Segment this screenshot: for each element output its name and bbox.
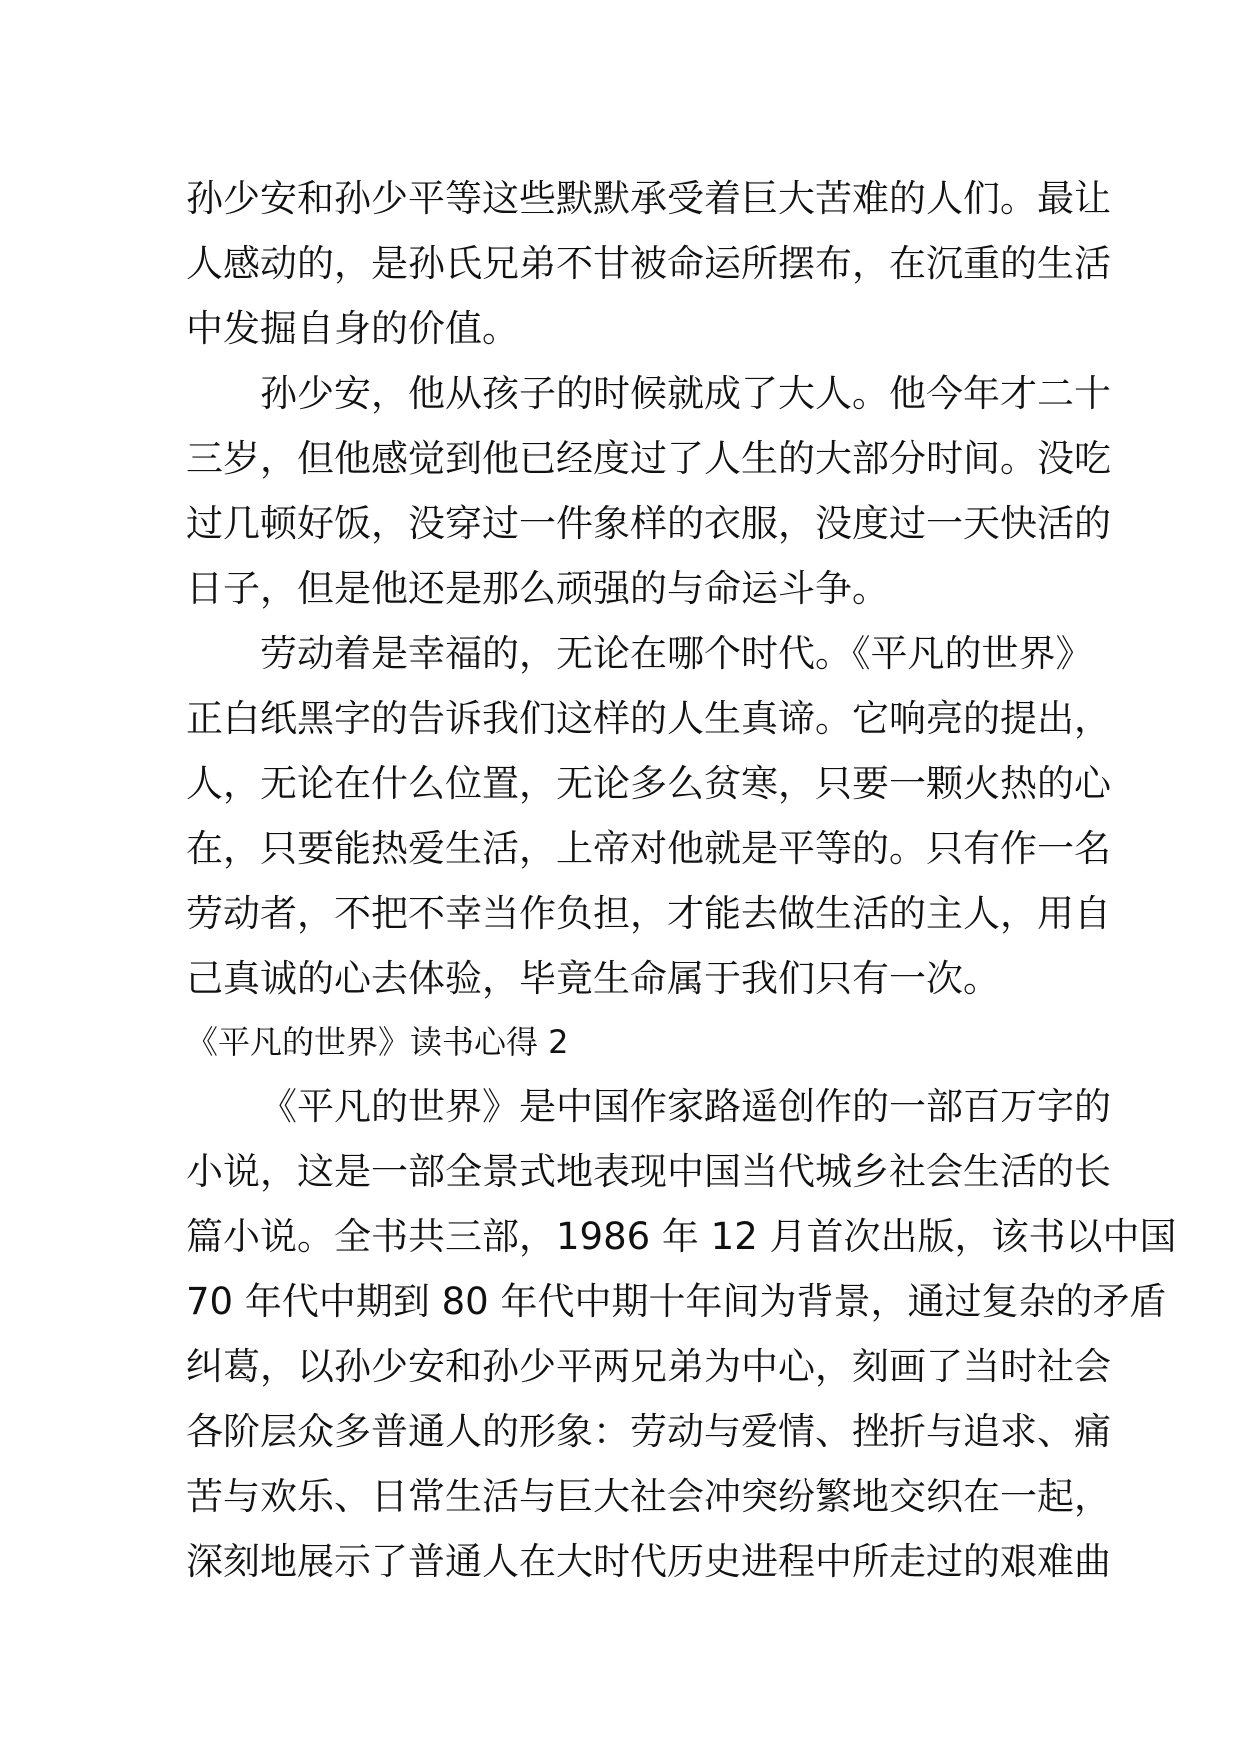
paragraph-line: 劳动者，不把不幸当作负担，才能去做生活的主人，用自 [186, 892, 1111, 935]
paragraph-line: 深刻地展示了普通人在大时代历史进程中所走过的艰难曲 [186, 1540, 1111, 1583]
paragraph-line: 《平凡的世界》是中国作家路遥创作的一部百万字的 [260, 1085, 1111, 1128]
paragraph-line: 人，无论在什么位置，无论多么贫寒，只要一颗火热的心 [186, 762, 1111, 805]
paragraph-line: 苦与欢乐、日常生活与巨大社会冲突纷繁地交织在一起， [186, 1475, 1111, 1518]
paragraph-line: 三岁，但他感觉到他已经度过了人生的大部分时间。没吃 [186, 437, 1111, 480]
paragraph-line: 日子，但是他还是那么顽强的与命运斗争。 [186, 567, 889, 610]
paragraph-4 [186, 1074, 1177, 1594]
paragraph-3 [186, 621, 1111, 1011]
paragraph-line: 己真诚的心去体验，毕竟生命属于我们只有一次。 [186, 957, 1000, 1000]
paragraph-line: 纠葛，以孙少安和孙少平两兄弟为中心，刻画了当时社会 [186, 1345, 1111, 1388]
paragraph-line: 正白纸黑字的告诉我们这样的人生真谛。它响亮的提出， [186, 697, 1111, 740]
paragraph-2 [186, 361, 1111, 621]
section-heading: 《平凡的世界》读书心得 2 [186, 1023, 569, 1061]
paragraph-line: 孙少安，他从孩子的时候就成了大人。他今年才二十 [260, 372, 1111, 415]
paragraph-line: 各阶层众多普通人的形象：劳动与爱情、挫折与追求、痛 [186, 1410, 1111, 1453]
document-body [186, 166, 1177, 1594]
paragraph-line: 过几顿好饭，没穿过一件象样的衣服，没度过一天快活的 [186, 502, 1111, 545]
paragraph-line: 小说，这是一部全景式地表现中国当代城乡社会生活的长 [186, 1150, 1111, 1193]
paragraph-line: 人感动的，是孙氏兄弟不甘被命运所摆布，在沉重的生活 [186, 242, 1111, 285]
paragraph-line: 70 年代中期到 80 年代中期十年间为背景，通过复杂的矛盾 [186, 1280, 1167, 1323]
paragraph-line: 在，只要能热爱生活，上帝对他就是平等的。只有作一名 [186, 827, 1111, 870]
paragraph-line: 中发掘自身的价值。 [186, 307, 519, 350]
paragraph-line: 孙少安和孙少平等这些默默承受着巨大苦难的人们。最让 [186, 177, 1111, 220]
paragraph-line: 篇小说。全书共三部，1986 年 12 月首次出版，该书以中国 [186, 1215, 1177, 1258]
paragraph-line: 劳动着是幸福的，无论在哪个时代。《平凡的世界》 [260, 632, 1093, 675]
paragraph-1 [186, 166, 1111, 361]
